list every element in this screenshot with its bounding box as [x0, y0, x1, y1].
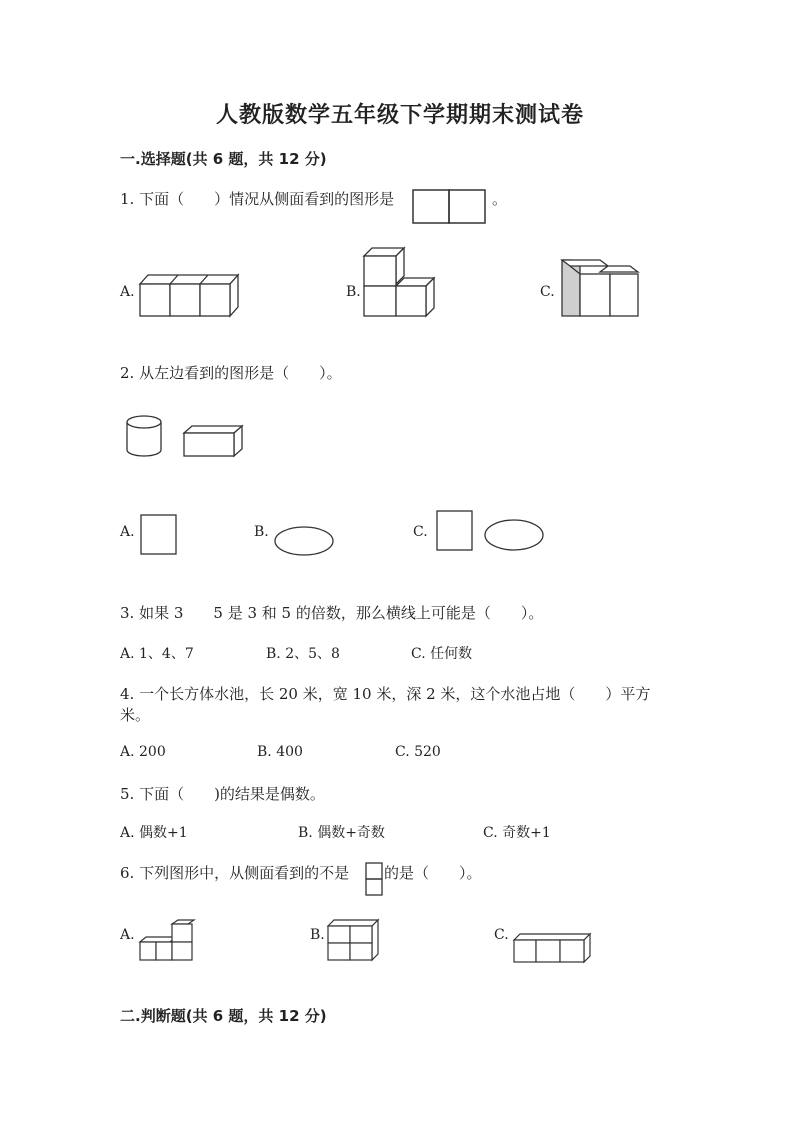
question-1-lead: 1. 下面（ ）情况从侧面看到的图形是 [120, 190, 395, 208]
q6-option-c-figure-icon [512, 932, 592, 964]
q1-option-a-label[interactable]: A. [120, 284, 135, 300]
question-2-text: 2. 从左边看到的图形是（ ）。 [120, 364, 342, 382]
question-4-line-1: 4. 一个长方体水池，长 20 米，宽 10 米，深 2 米，这个水池占地（ ）平方 [120, 685, 651, 703]
q2-option-c-ellipse-icon [484, 519, 546, 553]
q6-option-b-figure-icon [326, 918, 382, 962]
q1-option-b-figure-icon [362, 246, 438, 320]
q1-option-c-figure-icon [560, 258, 642, 320]
q6-option-a-label[interactable]: A. [120, 927, 135, 943]
q5-option-c[interactable]: C. 奇数+1 [483, 825, 551, 841]
q2-option-c-label[interactable]: C. [413, 524, 428, 540]
page-title: 人教版数学五年级下学期期末测试卷 [215, 103, 584, 128]
section-heading-judgement: 二.判断题(共 6 题，共 12 分) [120, 1007, 327, 1025]
q4-option-c[interactable]: C. 520 [395, 744, 441, 760]
q3-option-c[interactable]: C. 任何数 [411, 646, 473, 662]
question-6-lead: 6. 下列图形中，从侧面看到的不是 [120, 864, 350, 882]
stacked-squares-icon [365, 862, 385, 898]
q2-option-a-rectangle-icon [140, 514, 178, 556]
q1-option-a-figure-icon [138, 272, 242, 320]
q2-option-a-label[interactable]: A. [120, 524, 135, 540]
q2-option-c-rectangle-icon [436, 510, 474, 552]
question-3-text: 3. 如果 3 5 是 3 和 5 的倍数，那么横线上可能是（ ）。 [120, 604, 544, 622]
question-5-text: 5. 下面（ )的结果是偶数。 [120, 785, 325, 803]
question-1-text [120, 188, 394, 209]
cuboid-icon [182, 424, 246, 460]
q1-option-b-label[interactable]: B. [346, 284, 361, 300]
q2-option-b-label[interactable]: B. [254, 524, 269, 540]
q2-option-b-ellipse-icon [274, 526, 336, 558]
q5-option-a[interactable]: A. 偶数+1 [120, 825, 188, 841]
cylinder-icon [124, 414, 166, 460]
q6-option-b-label[interactable]: B. [310, 927, 325, 943]
q4-option-a[interactable]: A. 200 [120, 744, 166, 760]
question-6-end: 的是（ ）。 [384, 864, 482, 882]
q5-option-b[interactable]: B. 偶数+奇数 [298, 825, 385, 841]
two-squares-icon [412, 189, 492, 225]
question-1-end: 。 [492, 190, 508, 208]
question-4-line-2: 米。 [120, 706, 151, 724]
q4-option-b[interactable]: B. 400 [257, 744, 303, 760]
q3-option-b[interactable]: B. 2、5、8 [266, 646, 340, 662]
section-heading-choice: 一.选择题(共 6 题，共 12 分) [120, 150, 327, 168]
q6-option-a-figure-icon [138, 918, 198, 962]
q1-option-c-label[interactable]: C. [540, 284, 555, 300]
q6-option-c-label[interactable]: C. [494, 927, 509, 943]
q3-option-a[interactable]: A. 1、4、7 [120, 646, 194, 662]
